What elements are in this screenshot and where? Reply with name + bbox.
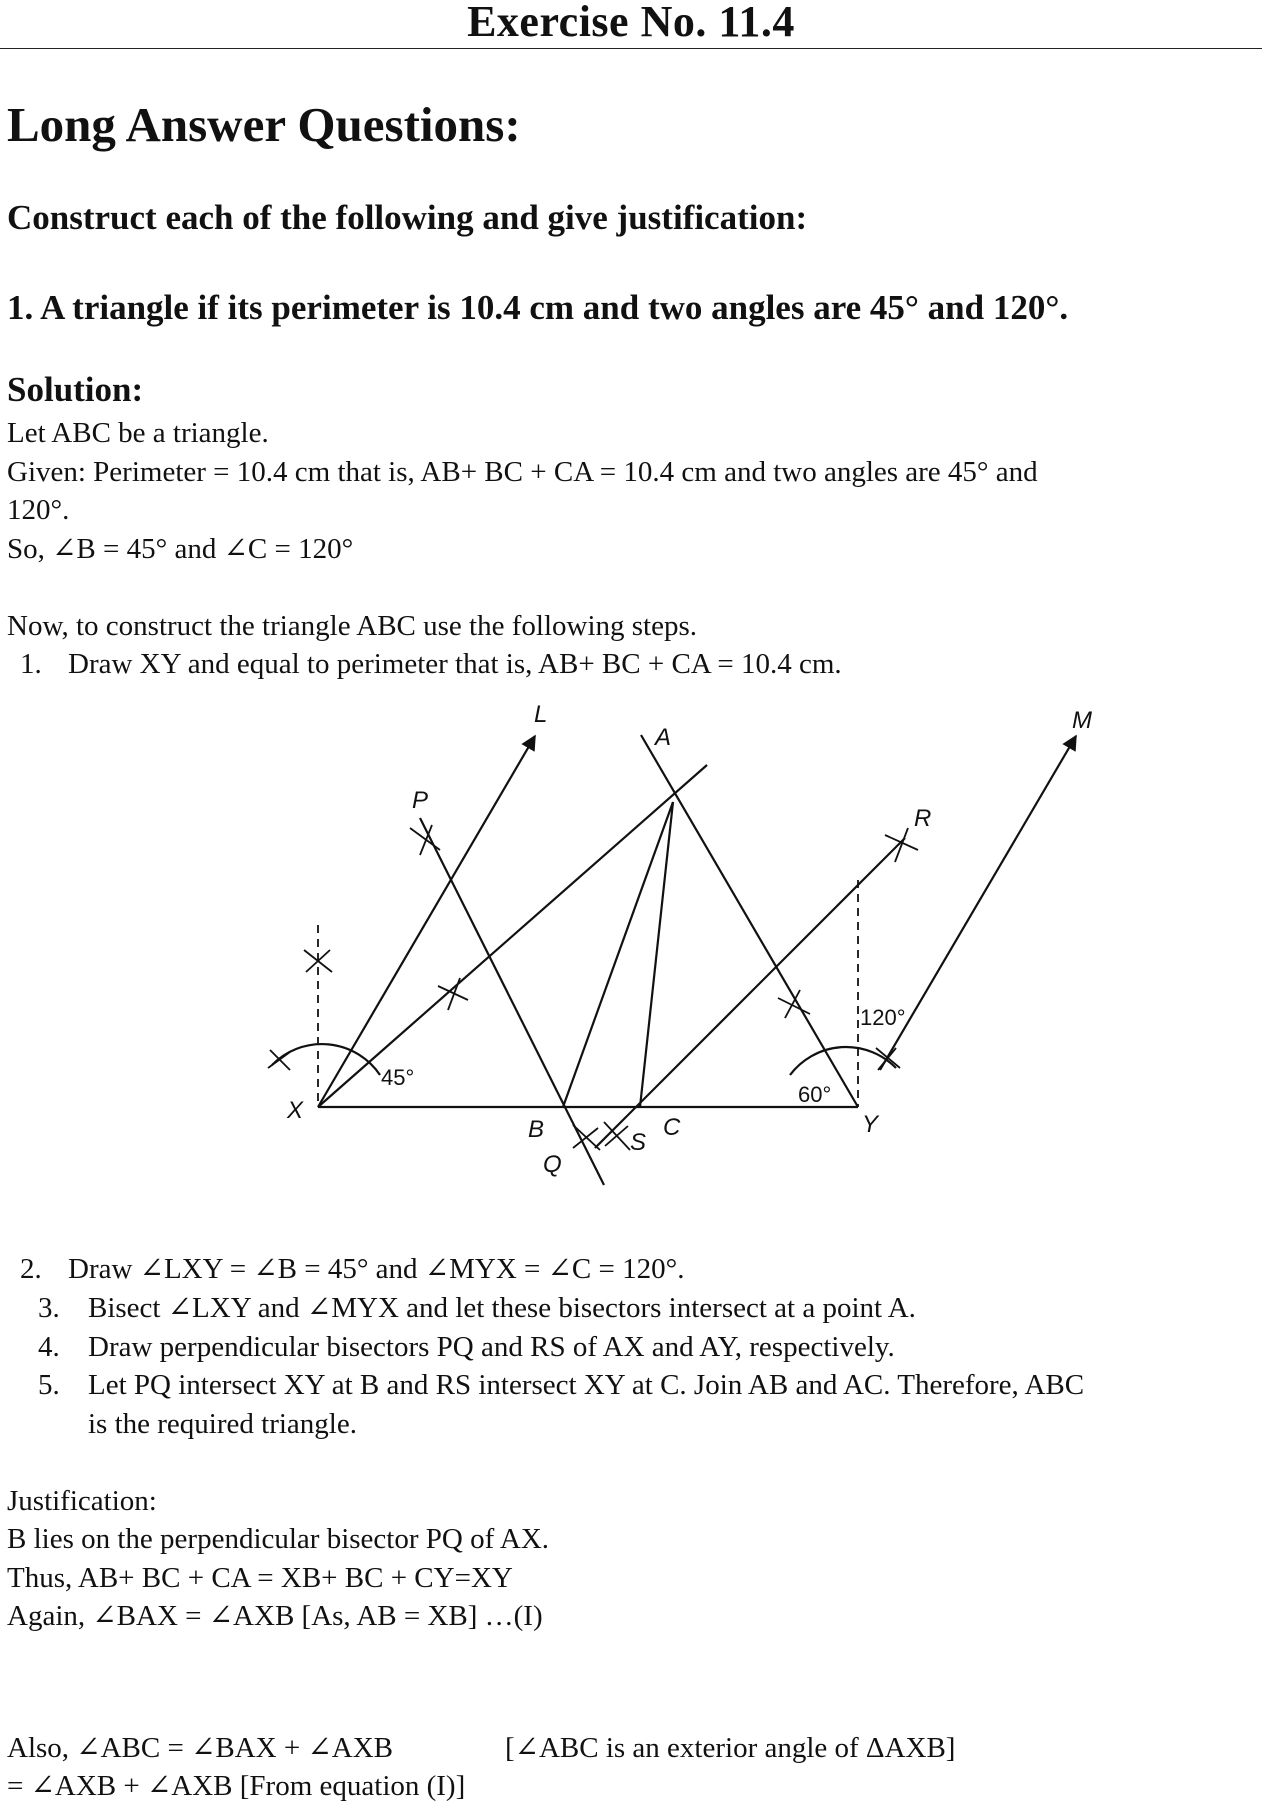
- step-number: 1.: [20, 648, 42, 680]
- label-y: Y: [862, 1111, 879, 1138]
- solution-line: 120°.: [7, 494, 70, 526]
- label-r: R: [914, 805, 932, 832]
- label-p: P: [412, 787, 429, 814]
- solution-line: Let ABC be a triangle.: [7, 417, 269, 449]
- angle-45-label: 45°: [381, 1065, 415, 1090]
- step-text: Draw XY and equal to perimeter that is, AB+ BC + CA = 10.4 cm.: [68, 648, 842, 680]
- label-a: A: [655, 724, 672, 751]
- label-l: L: [534, 701, 548, 728]
- arc-at-x: [272, 1044, 380, 1075]
- label-m: M: [1072, 707, 1092, 734]
- exercise-title: Exercise No. 11.4: [467, 0, 795, 46]
- justification-line: Again, ∠BAX = ∠AXB [As, AB = XB] …(I): [7, 1600, 543, 1632]
- justification-line: Thus, AB+ BC + CA = XB+ BC + CY=XY: [7, 1562, 513, 1594]
- angle-60-label: 60°: [798, 1082, 832, 1107]
- label-x: X: [287, 1097, 304, 1124]
- solution-heading: Solution:: [7, 370, 144, 409]
- step-number: 4.: [38, 1331, 60, 1363]
- label-c: C: [663, 1114, 681, 1141]
- angle-120-label: 120°: [860, 1005, 906, 1030]
- step-text: Draw ∠LXY = ∠B = 45° and ∠MYX = ∠C = 120°.: [68, 1253, 685, 1285]
- cross-mark: [438, 978, 468, 1010]
- step-text: Let PQ intersect XY at B and RS intersect XY at C. Join AB and AC. Therefore, ABC: [88, 1369, 1085, 1401]
- solution-line: Now, to construct the triangle ABC use the following steps.: [7, 610, 697, 642]
- justification-last: = ∠AXB + ∠AXB [From equation (I)]: [7, 1770, 466, 1802]
- justification-also-reason: [∠ABC is an exterior angle of ΔAXB]: [505, 1732, 956, 1764]
- bisector-x: [318, 765, 707, 1107]
- solution-line: So, ∠B = 45° and ∠C = 120°: [7, 533, 354, 565]
- cross-mark: [885, 828, 918, 862]
- step-number: 3.: [38, 1292, 60, 1324]
- ray-ym: [880, 736, 1076, 1070]
- justification-line: B lies on the perpendicular bisector PQ of AX.: [7, 1523, 550, 1555]
- cross-mark: [778, 990, 810, 1018]
- step-number: 2.: [20, 1253, 42, 1285]
- justification-also: Also, ∠ABC = ∠BAX + ∠AXB: [7, 1732, 393, 1764]
- step-text: Draw perpendicular bisectors PQ and RS of AX and AY, respectively.: [88, 1331, 895, 1363]
- question: 1. A triangle if its perimeter is 10.4 cm and two angles are 45° and 120°.: [7, 288, 1069, 327]
- label-s: S: [630, 1129, 647, 1156]
- step-number: 5.: [38, 1369, 60, 1401]
- cross-mark: [573, 1125, 600, 1150]
- solution-line: Given: Perimeter = 10.4 cm that is, AB+ BC + CA = 10.4 cm and two angles are 45° and: [7, 456, 1038, 488]
- cross-mark: [876, 1048, 900, 1070]
- label-q: Q: [543, 1151, 562, 1178]
- step-text: Bisect ∠LXY and ∠MYX and let these bisectors intersect at a point A.: [88, 1292, 916, 1324]
- instruction: Construct each of the following and give justification:: [7, 198, 808, 237]
- label-b: B: [528, 1116, 545, 1143]
- step-text-continued: is the required triangle.: [88, 1408, 357, 1440]
- section-title: Long Answer Questions:: [7, 97, 521, 152]
- justification-heading: Justification:: [7, 1485, 157, 1517]
- perp-bisector-pq: [420, 818, 604, 1185]
